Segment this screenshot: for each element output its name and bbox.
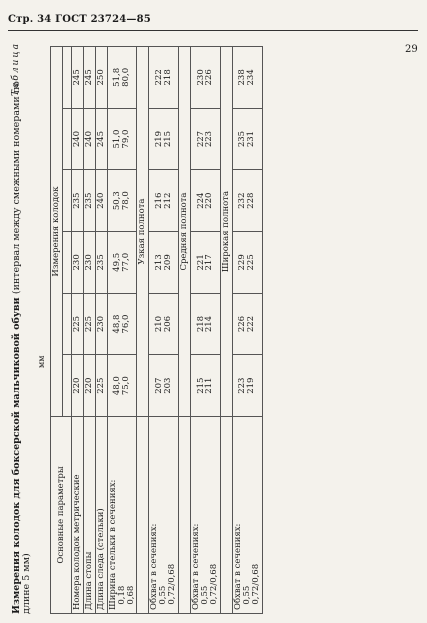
table-title [12, 54, 32, 614]
cell-value: 245 [71, 47, 83, 109]
title-text: Измерения колодок для боксерской мальчиковой обуви [11, 297, 22, 614]
table-row [95, 47, 107, 614]
cell-value: 207 203 [149, 355, 179, 417]
column-spacer [62, 293, 71, 355]
cell-value: 245 [95, 108, 107, 170]
section-spacer [179, 417, 191, 614]
cell-value: 226 222 [232, 293, 262, 355]
cell-value: 245 [83, 47, 95, 109]
section-title: Узкая полнота [137, 47, 149, 417]
page-number: 29 [405, 44, 418, 55]
cell-value: 215 211 [191, 355, 221, 417]
cell-value: 219 215 [149, 108, 179, 170]
cell-value: 218 214 [191, 293, 221, 355]
column-spacer [62, 170, 71, 232]
table-row [191, 47, 221, 614]
cell-value: 48,0 75,0 [107, 355, 137, 417]
table-row [83, 47, 95, 614]
row-label: Длина следа (стельки) [95, 417, 107, 614]
cell-value: 235 [71, 170, 83, 232]
cell-value: 230 [71, 232, 83, 294]
column-spacer [62, 47, 71, 109]
cell-value: 213 209 [149, 232, 179, 294]
measurements-table [50, 46, 263, 614]
cell-value: 51,8 80,0 [107, 47, 137, 109]
cell-value: 222 218 [149, 47, 179, 109]
section-title: Средняя полнота [179, 47, 191, 417]
page-header: Стр. 34 ГОСТ 23724—85 [8, 14, 151, 25]
cell-value: 220 [71, 355, 83, 417]
subtitle-text: (интервал между смежными номерами по длине 5 мм) [11, 81, 32, 614]
column-spacer [62, 108, 71, 170]
cell-value: 48,8 76,0 [107, 293, 137, 355]
cell-value: 229 225 [232, 232, 262, 294]
table-row [71, 47, 83, 614]
cell-value: 250 [95, 47, 107, 109]
cell-value: 49,5 77,0 [107, 232, 137, 294]
row-label: Обхват в сечениях: 0,55 0,72/0,68 [232, 417, 262, 614]
cell-value: 232 228 [232, 170, 262, 232]
table-row [232, 47, 262, 614]
cell-value: 220 [83, 355, 95, 417]
cell-value: 51,0 79,0 [107, 108, 137, 170]
cell-value: 235 [95, 232, 107, 294]
row-label: Обхват в сечениях: 0,55 0,72/0,68 [149, 417, 179, 614]
row-label: Номера колодок метрические [71, 417, 83, 614]
rotated-page [8, 38, 427, 614]
cell-value: 225 [83, 293, 95, 355]
cell-value: 227 223 [191, 108, 221, 170]
param-header: Основные параметры [51, 417, 72, 614]
section-row [220, 47, 232, 614]
cell-value: 230 [95, 293, 107, 355]
table-row [107, 47, 137, 614]
row-label: Длина стопы [83, 417, 95, 614]
section-row [179, 47, 191, 614]
cell-value: 221 217 [191, 232, 221, 294]
section-row [137, 47, 149, 614]
cell-value: 240 [95, 170, 107, 232]
header-rule [8, 30, 418, 31]
cell-value: 240 [83, 108, 95, 170]
cell-value: 230 226 [191, 47, 221, 109]
cell-value: 225 [71, 293, 83, 355]
cell-value: 210 206 [149, 293, 179, 355]
cell-value: 223 219 [232, 355, 262, 417]
cell-value: 230 [83, 232, 95, 294]
section-spacer [220, 417, 232, 614]
section-title: Широкая полнота [220, 47, 232, 417]
cell-value: 224 220 [191, 170, 221, 232]
column-spacer [62, 232, 71, 294]
column-spacer [62, 355, 71, 417]
section-spacer [137, 417, 149, 614]
cell-value: 238 234 [232, 47, 262, 109]
cell-value: 50,3 78,0 [107, 170, 137, 232]
cell-value: 240 [71, 108, 83, 170]
row-label: Ширина стельки в сечениях: 0,18 0,68 [107, 417, 137, 614]
unit-label: мм [37, 355, 46, 368]
cell-value: 216 212 [149, 170, 179, 232]
cell-value: 235 231 [232, 108, 262, 170]
table-label: Таблица [11, 42, 21, 97]
cell-value: 235 [83, 170, 95, 232]
group-header: Измерения колодок [51, 47, 63, 417]
row-label: Обхват в сечениях: 0,55 0,72/0,68 [191, 417, 221, 614]
cell-value: 225 [95, 355, 107, 417]
table-row [149, 47, 179, 614]
